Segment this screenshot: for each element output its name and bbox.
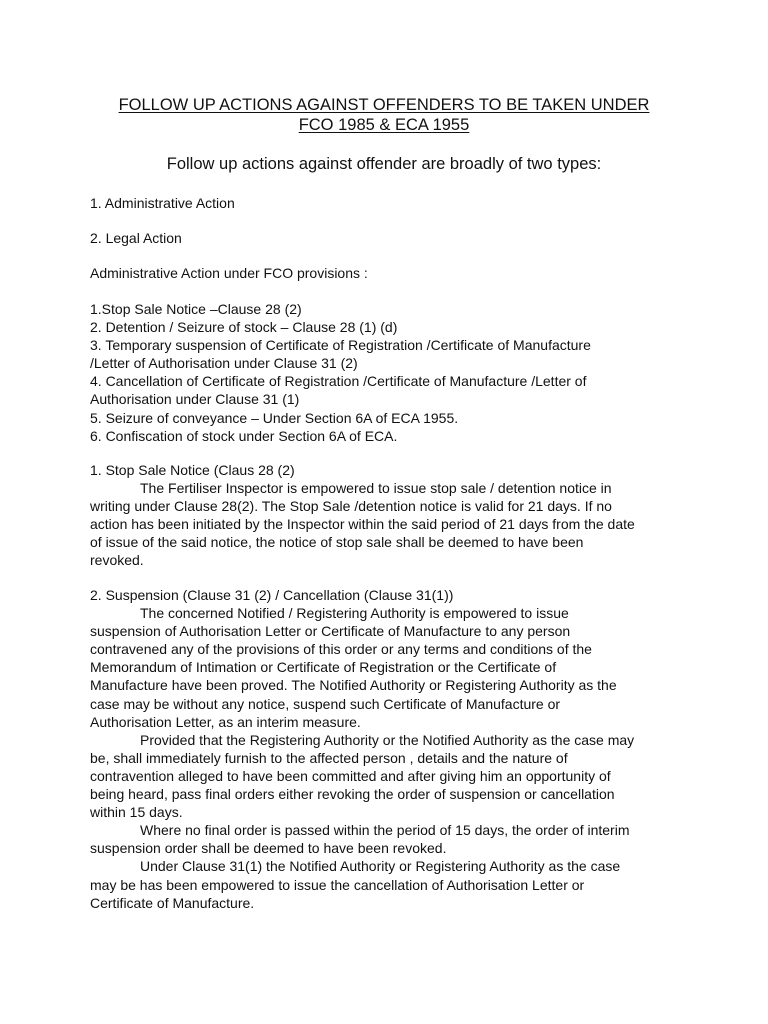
admin-item: 1.Stop Sale Notice –Clause 28 (2) — [90, 301, 302, 317]
admin-provisions-list — [90, 300, 690, 445]
paragraph-line: contravention alleged to have been committed and after giving him an opportunity of — [90, 767, 611, 784]
admin-item: Authorisation under Clause 31 (1) — [90, 391, 300, 408]
types-list — [90, 194, 690, 212]
paragraph-line: within 15 days. — [90, 804, 183, 821]
admin-item: 2. Detention / Seizure of stock – Clause 28 (1) (d) — [90, 319, 398, 336]
type-item-administrative: 1. Administrative Action — [90, 195, 235, 211]
paragraph-line: may be has been empowered to issue the cancellation of Authorisation Letter or — [90, 876, 585, 893]
paragraph-line: contravened any of the provisions of this order or any terms and conditions of the — [90, 641, 592, 658]
paragraph-line: The Fertiliser Inspector is empowered to issue stop sale / detention notice in — [140, 480, 612, 497]
section-suspension — [90, 586, 690, 912]
paragraph-line: suspension of Authorisation Letter or Certificate of Manufacture to any person — [90, 623, 571, 640]
paragraph-line: suspension order shall be deemed to have been revoked. — [90, 840, 447, 857]
title-line-1: FOLLOW UP ACTIONS AGAINST OFFENDERS TO BE TAKEN UNDER — [118, 96, 650, 114]
admin-item: 6. Confiscation of stock under Section 6A of ECA. — [90, 427, 398, 444]
title-line-2: FCO 1985 & ECA 1955 — [298, 116, 470, 134]
paragraph-line: Where no final order is passed within the period of 15 days, the order of interim — [140, 822, 630, 839]
section-stop-sale — [90, 461, 690, 570]
section-heading: 2. Suspension (Clause 31 (2) / Cancellation (Clause 31(1)) — [90, 587, 454, 603]
admin-section — [90, 264, 690, 282]
paragraph-line: revoked. — [90, 552, 144, 569]
admin-item: 3. Temporary suspension of Certificate of Registration /Certificate of Manufacture — [90, 337, 591, 354]
paragraph-line: Provided that the Registering Authority or the Notified Authority as the case may — [140, 731, 635, 748]
paragraph-line: Manufacture have been proved. The Notified Authority or Registering Authority as the — [90, 677, 617, 694]
admin-item: 4. Cancellation of Certificate of Registration /Certificate of Manufacture /Letter of — [90, 373, 587, 390]
paragraph-line: The concerned Notified / Registering Authority is empowered to issue — [140, 605, 569, 622]
paragraph-line: Authorisation Letter, as an interim measure. — [90, 713, 361, 730]
section-heading: 1. Stop Sale Notice (Claus 28 (2) — [90, 462, 295, 478]
paragraph-line: writing under Clause 28(2). The Stop Sale /detention notice is valid for 21 days. If no — [90, 498, 612, 515]
paragraph-line: Certificate of Manufacture. — [90, 894, 255, 911]
intro-text: Follow up actions against offender are broadly of two types: — [166, 155, 602, 173]
paragraph-line: being heard, pass final orders either revoking the order of suspension or cancellation — [90, 786, 615, 803]
paragraph-line: case may be without any notice, suspend such Certificate of Manufacture or — [90, 695, 561, 712]
admin-item: /Letter of Authorisation under Clause 31 (2) — [90, 355, 358, 372]
admin-heading: Administrative Action under FCO provisions : — [90, 265, 368, 281]
type-item-legal: 2. Legal Action — [90, 230, 182, 246]
document-title — [0, 95, 768, 135]
paragraph-line: of issue of the said notice, the notice of stop sale shall be deemed to have been — [90, 534, 584, 551]
paragraph-line: Memorandum of Intimation or Certificate of Registration or the Certificate of — [90, 659, 557, 676]
admin-item: 5. Seizure of conveyance – Under Section 6A of ECA 1955. — [90, 409, 459, 426]
paragraph-line: be, shall immediately furnish to the affected person , details and the nature of — [90, 749, 568, 766]
paragraph-line: action has been initiated by the Inspector within the said period of 21 days from the date — [90, 516, 635, 533]
paragraph-line: Under Clause 31(1) the Notified Authority or Registering Authority as the case — [140, 858, 621, 875]
types-list-2 — [90, 229, 690, 247]
